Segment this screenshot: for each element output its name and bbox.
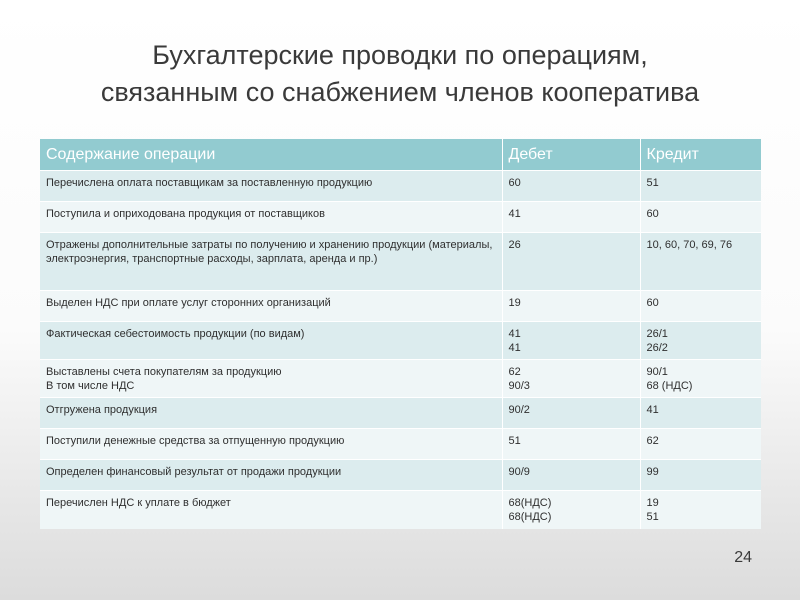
cell-operation: Перечислена оплата поставщикам за поставленную продукцию [40,171,502,202]
cell-credit: 10, 60, 70, 69, 76 [640,233,761,291]
cell-operation: Выставлены счета покупателям за продукцию В том числе НДС [40,360,502,398]
table-row [40,429,761,460]
cell-credit: 26/1 26/2 [640,322,761,360]
table-row [40,360,761,398]
table-row [40,460,761,491]
slide-title [0,37,800,111]
table-row [40,202,761,233]
cell-operation: Выделен НДС при оплате услуг сторонних организаций [40,291,502,322]
cell-debit: 41 41 [502,322,640,360]
cell-operation: Поступила и оприходована продукция от поставщиков [40,202,502,233]
cell-operation: Фактическая себестоимость продукции (по видам) [40,322,502,360]
cell-operation: Поступили денежные средства за отпущенную продукцию [40,429,502,460]
cell-credit: 60 [640,291,761,322]
cell-debit: 90/9 [502,460,640,491]
header-credit: Кредит [640,139,761,171]
header-operation: Содержание операции [40,139,502,171]
slide-title-line-1: Бухгалтерские проводки по операциям, [152,40,648,70]
cell-credit: 99 [640,460,761,491]
page-number: 24 [734,549,752,566]
table-row [40,322,761,360]
table-row [40,233,761,291]
cell-debit: 60 [502,171,640,202]
cell-debit: 26 [502,233,640,291]
cell-credit: 60 [640,202,761,233]
cell-debit: 41 [502,202,640,233]
cell-operation: Отгружена продукция [40,398,502,429]
table-row [40,291,761,322]
slide-title-line-2: связанным со снабжением членов кооператива [100,77,700,107]
cell-credit: 62 [640,429,761,460]
table-row [40,398,761,429]
cell-debit: 68(НДС) 68(НДС) [502,491,640,529]
table-header-row [40,139,761,171]
cell-credit: 19 51 [640,491,761,529]
cell-credit: 90/1 68 (НДС) [640,360,761,398]
postings-table [40,139,761,529]
postings-table-container [40,139,761,529]
cell-debit: 62 90/3 [502,360,640,398]
cell-credit: 41 [640,398,761,429]
header-debit: Дебет [502,139,640,171]
cell-operation: Отражены дополнительные затраты по получению и хранению продукции (материалы, электроэнергия, транспортные расходы, зарплата, аренда и пр.) [40,233,502,291]
table-row [40,491,761,529]
cell-credit: 51 [640,171,761,202]
cell-debit: 90/2 [502,398,640,429]
table-row [40,171,761,202]
cell-operation: Перечислен НДС к уплате в бюджет [40,491,502,529]
cell-operation: Определен финансовый результат от продажи продукции [40,460,502,491]
cell-debit: 51 [502,429,640,460]
cell-debit: 19 [502,291,640,322]
